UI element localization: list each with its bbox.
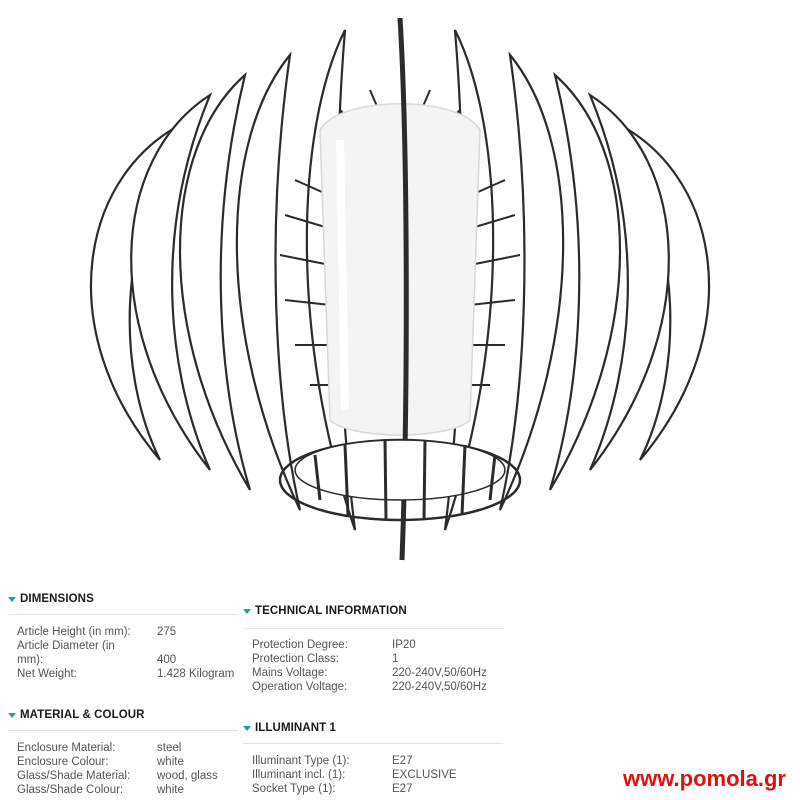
lamp-product-image bbox=[40, 0, 760, 570]
table-row: Net Weight: 1.428 Kilogram bbox=[17, 668, 235, 680]
material-title: MATERIAL & COLOUR bbox=[20, 709, 145, 721]
table-row: Protection Class: 1 bbox=[252, 653, 399, 665]
expand-arrow-icon bbox=[243, 726, 251, 731]
table-row: Illuminant incl. (1): EXCLUSIVE bbox=[252, 769, 457, 781]
table-row: Protection Degree: IP20 bbox=[252, 639, 416, 651]
divider bbox=[8, 730, 238, 731]
table-row: Mains Voltage: 220-240V,50/60Hz bbox=[252, 667, 487, 679]
table-row: Enclosure Colour: white bbox=[17, 756, 184, 768]
table-row: Article Height (in mm): 275 bbox=[17, 626, 177, 638]
expand-arrow-icon bbox=[243, 609, 251, 614]
divider bbox=[243, 628, 503, 629]
table-row: Article Diameter (in mm): 400 bbox=[17, 640, 177, 666]
divider bbox=[8, 614, 238, 615]
expand-arrow-icon bbox=[8, 713, 16, 718]
material-header[interactable] bbox=[8, 709, 145, 721]
illuminant-header[interactable] bbox=[243, 722, 336, 734]
material-rows bbox=[17, 741, 218, 797]
table-row: Illuminant Type (1): E27 bbox=[252, 755, 413, 767]
table-row: Operation Voltage: 220-240V,50/60Hz bbox=[252, 681, 487, 693]
dimensions-title: DIMENSIONS bbox=[20, 593, 94, 605]
table-row: Socket Type (1): E27 bbox=[252, 783, 413, 795]
technical-header[interactable] bbox=[243, 605, 407, 617]
table-row: Glass/Shade Colour: white bbox=[17, 784, 184, 796]
technical-rows bbox=[252, 638, 487, 694]
table-row: Glass/Shade Material: wood, glass bbox=[17, 770, 218, 782]
expand-arrow-icon bbox=[8, 597, 16, 602]
dimensions-rows bbox=[17, 625, 234, 681]
illuminant-title: ILLUMINANT 1 bbox=[255, 722, 337, 734]
technical-title: TECHNICAL INFORMATION bbox=[255, 605, 407, 617]
dimensions-header[interactable] bbox=[8, 593, 94, 605]
table-row: Enclosure Material: steel bbox=[17, 742, 182, 754]
divider bbox=[243, 743, 503, 744]
website-watermark: www.pomola.gr bbox=[623, 766, 786, 791]
illuminant-rows bbox=[252, 754, 457, 796]
